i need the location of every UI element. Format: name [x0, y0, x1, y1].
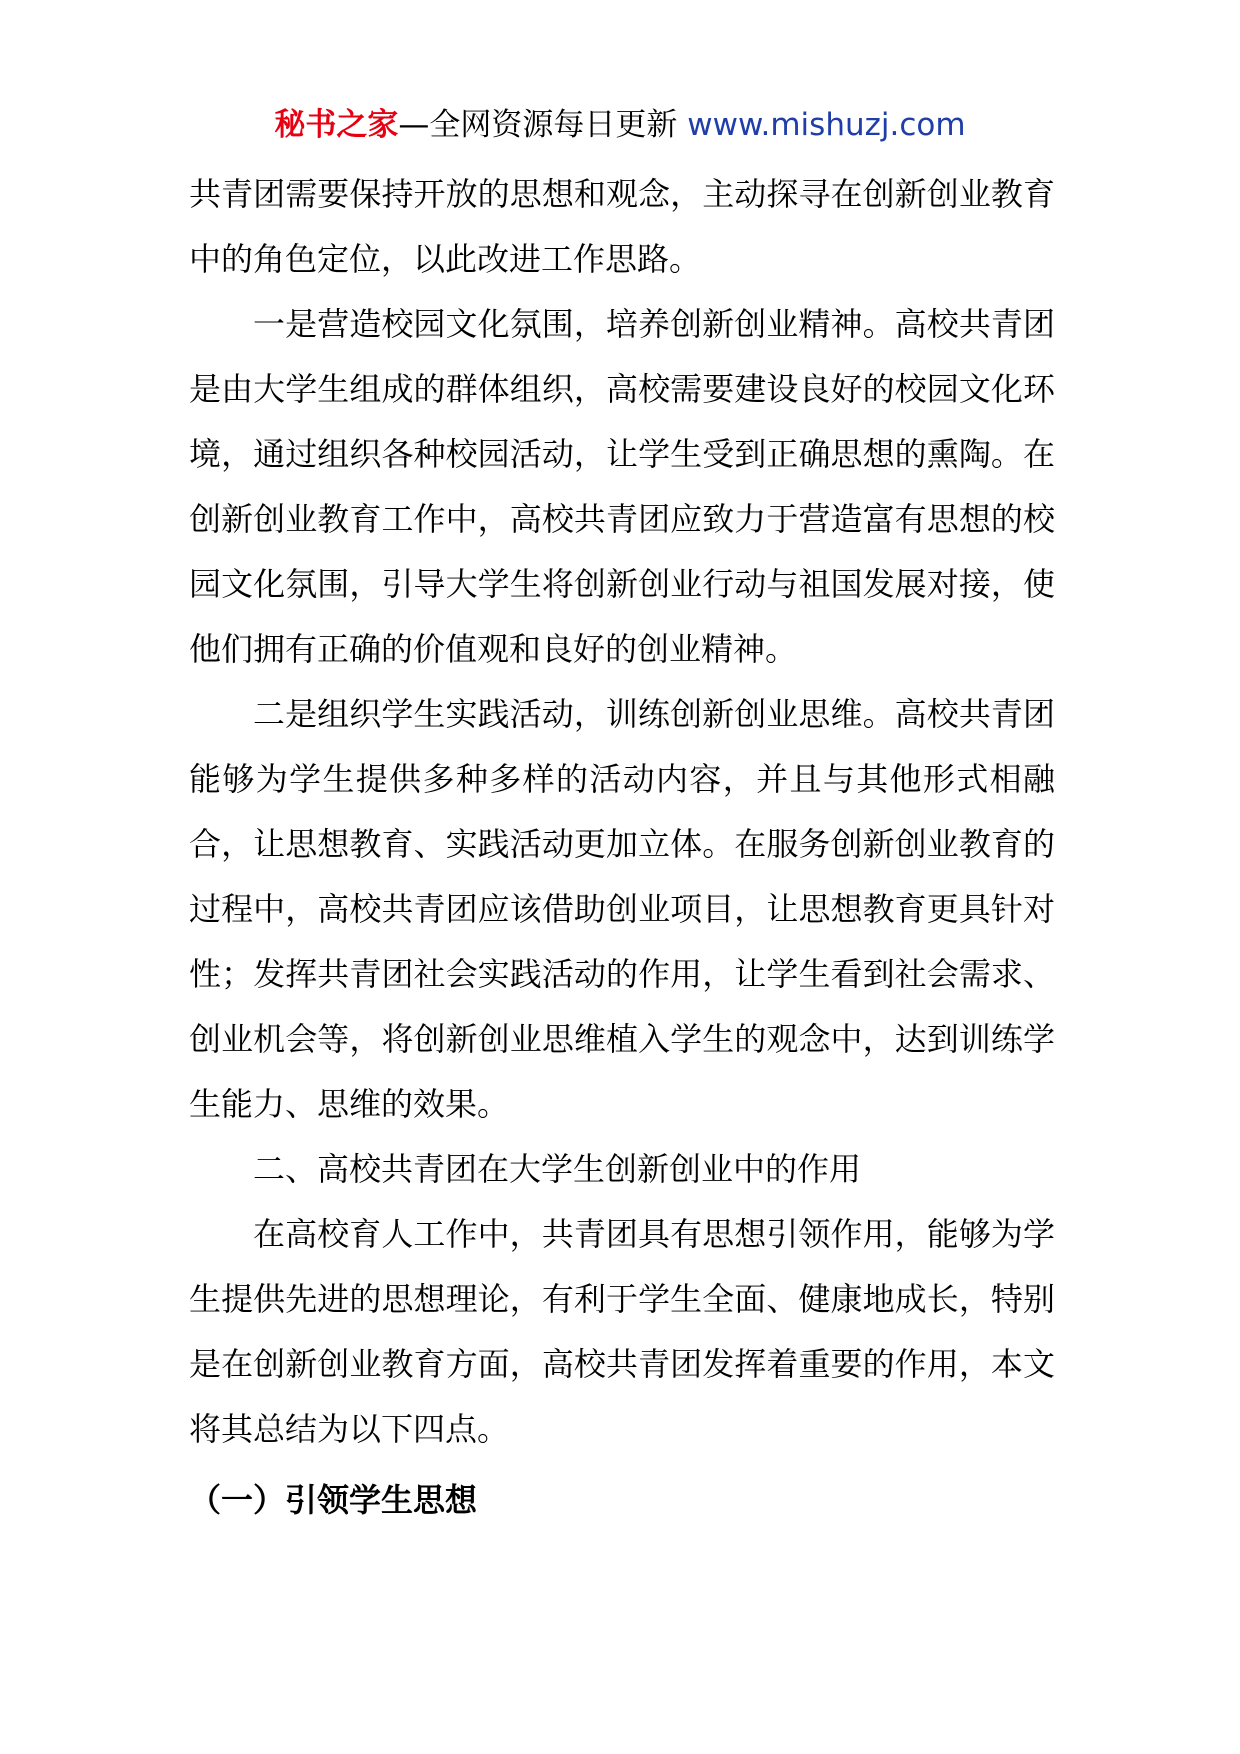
paragraph-culture: 一是营造校园文化氛围，培养创新创业精神。高校共青团是由大学生组成的群体组织，高校需要建设良好的校园文化环境，通过组织各种校园活动，让学生受到正确思想的熏陶。在创新创业教育工作中，高校共青团应致力于营造富有思想的校园文化氛围，引导大学生将创新创业行动与祖国发展对接，使他们拥有正确的价值观和良好的创业精神。	[189, 305, 1055, 668]
subsection-heading: （一）引领学生思想	[189, 1481, 478, 1519]
document-body	[189, 162, 1055, 1533]
brand-name: 秘书之家	[274, 107, 399, 143]
paragraph-role: 在高校育人工作中，共青团具有思想引领作用，能够为学生提供先进的思想理论，有利于学生全面、健康地成长，特别是在创新创业教育方面，高校共青团发挥着重要的作用，本文将其总结为以下四点。	[189, 1215, 1055, 1448]
section-heading: 二、高校共青团在大学生创新创业中的作用	[253, 1150, 862, 1188]
header-tagline: —全网资源每日更新	[398, 107, 678, 143]
site-url-link[interactable]: www.mishuzj.com	[687, 107, 966, 143]
paragraph-continuation: 共青团需要保持开放的思想和观念，主动探寻在创新创业教育中的角色定位，以此改进工作思路。	[189, 175, 1055, 278]
page-header	[0, 100, 1240, 150]
paragraph-practice: 二是组织学生实践活动，训练创新创业思维。高校共青团能够为学生提供多种多样的活动内容，并且与其他形式相融合，让思想教育、实践活动更加立体。在服务创新创业教育的过程中，高校共青团应该借助创业项目，让思想教育更具针对性；发挥共青团社会实践活动的作用，让学生看到社会需求、创业机会等，将创新创业思维植入学生的观念中，达到训练学生能力、思维的效果。	[189, 695, 1055, 1123]
